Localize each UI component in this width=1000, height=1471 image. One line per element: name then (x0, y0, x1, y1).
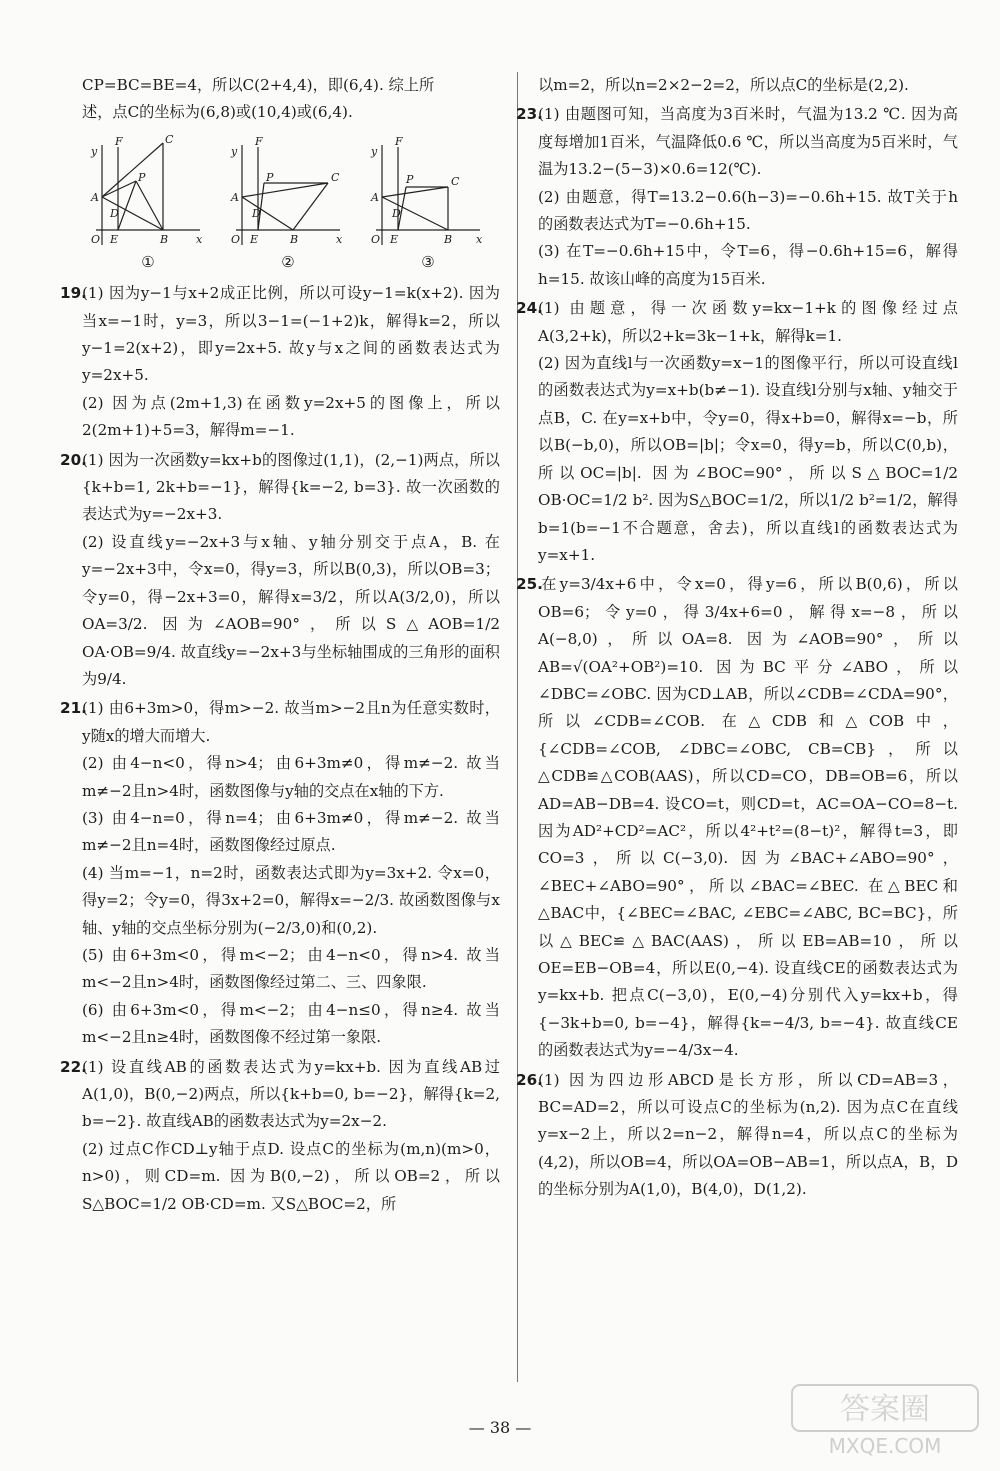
watermark-text: 答案圈 (840, 1392, 930, 1427)
svg-text:D: D (392, 206, 401, 220)
answer-part: (6) 由6+3m<0，得m<−2；由4−n≤0，得n≥4. 故当m<−2且n≥4时，函数图像不经过第一象限. (82, 1000, 500, 1047)
answer-part: (2) 因为点(2m+1,3)在函数y=2x+5的图像上，所以2(2m+1)+5=3，解得m=−1. (82, 393, 500, 440)
answer-part: (1) 由题意，得一次函数y=kx−1+k的图像经过点A(3,2+k)，所以2+k=3k−1+k，解得k=1. (538, 299, 958, 345)
svg-text:x: x (336, 232, 343, 246)
question-number: 22. (60, 1057, 87, 1076)
watermark-url: MXQE.COM (828, 1434, 942, 1458)
figure-1 (88, 135, 208, 253)
right-column (516, 72, 959, 1204)
answer-part: (2) 由题意，得T=13.2−0.6(h−3)=−0.6h+15. 故T关于h的函数表达式为T=−0.6h+15. (538, 187, 958, 234)
svg-text:P: P (266, 170, 274, 184)
svg-text:B: B (160, 232, 169, 246)
svg-text:A: A (91, 190, 99, 204)
svg-text:O: O (91, 232, 101, 246)
svg-text:D: D (110, 206, 119, 220)
figure-row (88, 135, 488, 253)
question-number: 21. (60, 699, 87, 718)
svg-text:C: C (451, 174, 460, 188)
svg-text:O: O (371, 232, 381, 246)
svg-text:x: x (196, 232, 203, 246)
left-column (60, 72, 500, 1218)
svg-text:P: P (138, 170, 146, 184)
question-25 (516, 571, 959, 1064)
figure-3-diagram (368, 135, 488, 253)
continuation-line: 以m=2，所以n=2×2−2=2，所以点C的坐标是(2,2). (538, 76, 909, 94)
svg-text:A: A (371, 190, 379, 204)
watermark-graphic (790, 1381, 980, 1461)
answer-part: (2) 由4−n<0，得n>4；由6+3m≠0，得m≠−2. 故当m≠−2且n>4时，函数图像与y轴的交点在x轴的下方. (82, 754, 500, 800)
question-24 (516, 295, 958, 569)
svg-text:O: O (231, 232, 241, 246)
figure-2 (228, 135, 348, 253)
answer-part: (1) 设直线AB的函数表达式为y=kx+b. 因为直线AB过A(1,0)，B(0,−2)两点，所以{k+b=0, b=−2}，解得{k=2, b=−2}. 故直线AB的函数表达式为y=2x−2. (82, 1057, 500, 1131)
question-number: 20. (60, 450, 87, 469)
svg-text:B: B (290, 232, 299, 246)
figure-label: ③ (421, 252, 435, 271)
answer-part: (1) 因为一次函数y=kx+b的图像过(1,1)，(2,−1)两点，所以{k+b=1, 2k+b=−1}，解得{k=−2, b=3}. 故一次函数的表达式为y=−2x+3. (82, 450, 500, 524)
question-22 (60, 1054, 500, 1218)
question-26 (516, 1067, 958, 1204)
svg-text:x: x (476, 232, 483, 246)
answer-part: (1) 因为四边形ABCD是长方形，所以CD=AB=3，BC=AD=2，所以可设点C的坐标为(n,2). 因为点C在直线y=x−2上，所以2=n−2，解得n=4，所以点C的坐标为(4,2)，所以OB=4，所以OA=OB−AB=1，所以点A，B，D的坐标分别为A(1,0)，B(4,0)，D(1,2). (538, 1070, 958, 1199)
question-23 (516, 101, 958, 293)
svg-text:E: E (250, 232, 259, 246)
figure-1-diagram (88, 135, 208, 253)
svg-text:C: C (165, 134, 174, 146)
svg-text:P: P (406, 172, 414, 186)
svg-text:y: y (91, 144, 98, 158)
svg-text:B: B (444, 232, 453, 246)
figure-label: ① (141, 252, 155, 271)
intro-line-1: CP=BC=BE=4，所以C(2+4,4)，即(6,4). 综上所 (82, 76, 435, 94)
svg-text:F: F (255, 134, 263, 148)
svg-text:D: D (252, 206, 261, 220)
question-number: 26. (516, 1070, 543, 1089)
svg-text:A: A (231, 190, 239, 204)
question-number: 19. (60, 284, 87, 303)
figure-label-row (88, 249, 488, 276)
figure-label: ② (281, 252, 295, 271)
answer-part: (2) 因为直线l与一次函数y=x−1的图像平行，所以可设直线l的函数表达式为y=x+b(b≠−1). 设直线l分别与x轴、y轴交于点B，C. 在y=x+b中，令y=0，得x+b=0，解得x=−b，所以B(−b,0)，所以OB=|b|；令x=0，得y=b，所以C(0,b)，所以OC=|b|. 因为∠BOC=90°，所以S△BOC=1/2 OB·OC=1/2 b². 因为S△BOC=1/2，所以1/2 b²=1/2，解得b=1(b=−1不合题意，舍去)，所以直线l的函数表达式为y=x+1. (538, 354, 958, 564)
answer-part: (2) 设直线y=−2x+3与x轴、y轴分别交于点A，B. 在y=−2x+3中，令x=0，得y=3，所以B(0,3)，所以OB=3；令y=0，得−2x+3=0，解得x=3/2，所以A(3/2,0)，所以OA=3/2. 因为∠AOB=90°，所以S△AOB=1/2 OA·OB=9/4. 故直线y=−2x+3与坐标轴围成的三角形的面积为9/4. (82, 532, 500, 688)
svg-text:F: F (395, 134, 403, 148)
figure-2-diagram (228, 135, 348, 253)
question-number: 24. (516, 299, 543, 318)
answer-part: (1) 因为y−1与x+2成正比例，所以可设y−1=k(x+2). 因为当x=−1时，y=3，所以3−1=(−1+2)k，解得k=2，所以y−1=2(x+2)，即y=2x+5. 故y与x之间的函数表达式为y=2x+5. (82, 284, 500, 385)
answer-part: (3) 由4−n=0，得n=4；由6+3m≠0，得m≠−2. 故当m≠−2且n=4时，函数图像经过原点. (82, 808, 500, 855)
answer-part: 在y=3/4x+6中，令x=0，得y=6，所以B(0,6)，所以OB=6；令y=0，得3/4x+6=0，解得x=−8，所以A(−8,0)，所以OA=8. 因为∠AOB=90°，所以AB=√(OA²+OB²)=10. 因为BC平分∠ABO，所以∠DBC=∠OBC. 因为CD⊥AB，所以∠CDB=∠CDA=90°，所以∠CDB=∠COB. 在△CDB和△COB中，{∠CDB=∠COB, ∠DBC=∠OBC, CB=CB}，所以△CDB≌△COB(AAS)，所以CD=CO，DB=OB=6，所以AD=AB−DB=4. 设CO=t，则CD=t，AC=OA−CO=8−t. 因为AD²+CD²=AC²，所以4²+t²=(8−t)²，解得t=3，即CO=3，所以C(−3,0). 因为∠BAC+∠ABO=90°，∠BEC+∠ABO=90°，所以∠BAC=∠BEC. 在△BEC和△BAC中，{∠BEC=∠BAC, ∠EBC=∠ABC, BC=BC}，所以△BEC≌△BAC(AAS)，所以EB=AB=10，所以OE=EB−OB=4，所以E(0,−4). 设直线CE的函数表达式为y=kx+b. 把点C(−3,0)，E(0,−4)分别代入y=kx+b，得{−3k+b=0, b=−4}，解得{k=−4/3, b=−4}. 故直线CE的函数表达式为y=−4/3x−4. (538, 575, 959, 1060)
question-number: 23. (516, 105, 543, 124)
svg-text:F: F (115, 134, 123, 148)
svg-text:y: y (231, 144, 238, 158)
answer-part: (5) 由6+3m<0，得m<−2；由4−n<0，得n>4. 故当m<−2且n>4时，函数图像经过第二、三、四象限. (82, 945, 500, 992)
question-21 (60, 695, 500, 1051)
answer-part: (2) 过点C作CD⊥y轴于点D. 设点C的坐标为(m,n)(m>0，n>0)，则CD=m. 因为B(0,−2)，所以OB=2，所以S△BOC=1/2 OB·CD=m. 又S△BOC=2，所 (82, 1139, 500, 1213)
question-20 (60, 447, 500, 694)
column-divider (517, 72, 518, 1382)
answer-part: (3) 在T=−0.6h+15中，令T=6，得−0.6h+15=6，解得h=15. 故该山峰的高度为15百米. (538, 242, 958, 288)
svg-text:C: C (331, 170, 340, 184)
intro-line-2: 述，点C的坐标为(6,8)或(10,4)或(6,4). (82, 103, 353, 122)
answer-part: (1) 由题图可知，当高度为3百米时，气温为13.2 ℃. 因为高度每增加1百米，气温降低0.6 ℃，所以当高度为5百米时，气温为13.2−(5−3)×0.6=12(℃). (538, 105, 958, 179)
svg-text:E: E (110, 232, 119, 246)
answer-part: (1) 由6+3m>0，得m>−2. 故当m>−2且n为任意实数时，y随x的增大而增大. (82, 699, 500, 745)
question-19 (60, 280, 500, 444)
watermark-logo (790, 1381, 980, 1461)
figure-3 (368, 135, 488, 253)
svg-text:y: y (371, 144, 378, 158)
answer-part: (4) 当m=−1，n=2时，函数表达式即为y=3x+2. 令x=0，得y=2；令y=0，得3x+2=0，解得x=−2/3. 故函数图像与x轴、y轴的交点坐标分别为(−2/3,0)和(0,2). (82, 863, 500, 937)
page-number: — 38 — (468, 1418, 532, 1437)
svg-text:E: E (390, 232, 399, 246)
question-number: 25. (516, 575, 543, 594)
